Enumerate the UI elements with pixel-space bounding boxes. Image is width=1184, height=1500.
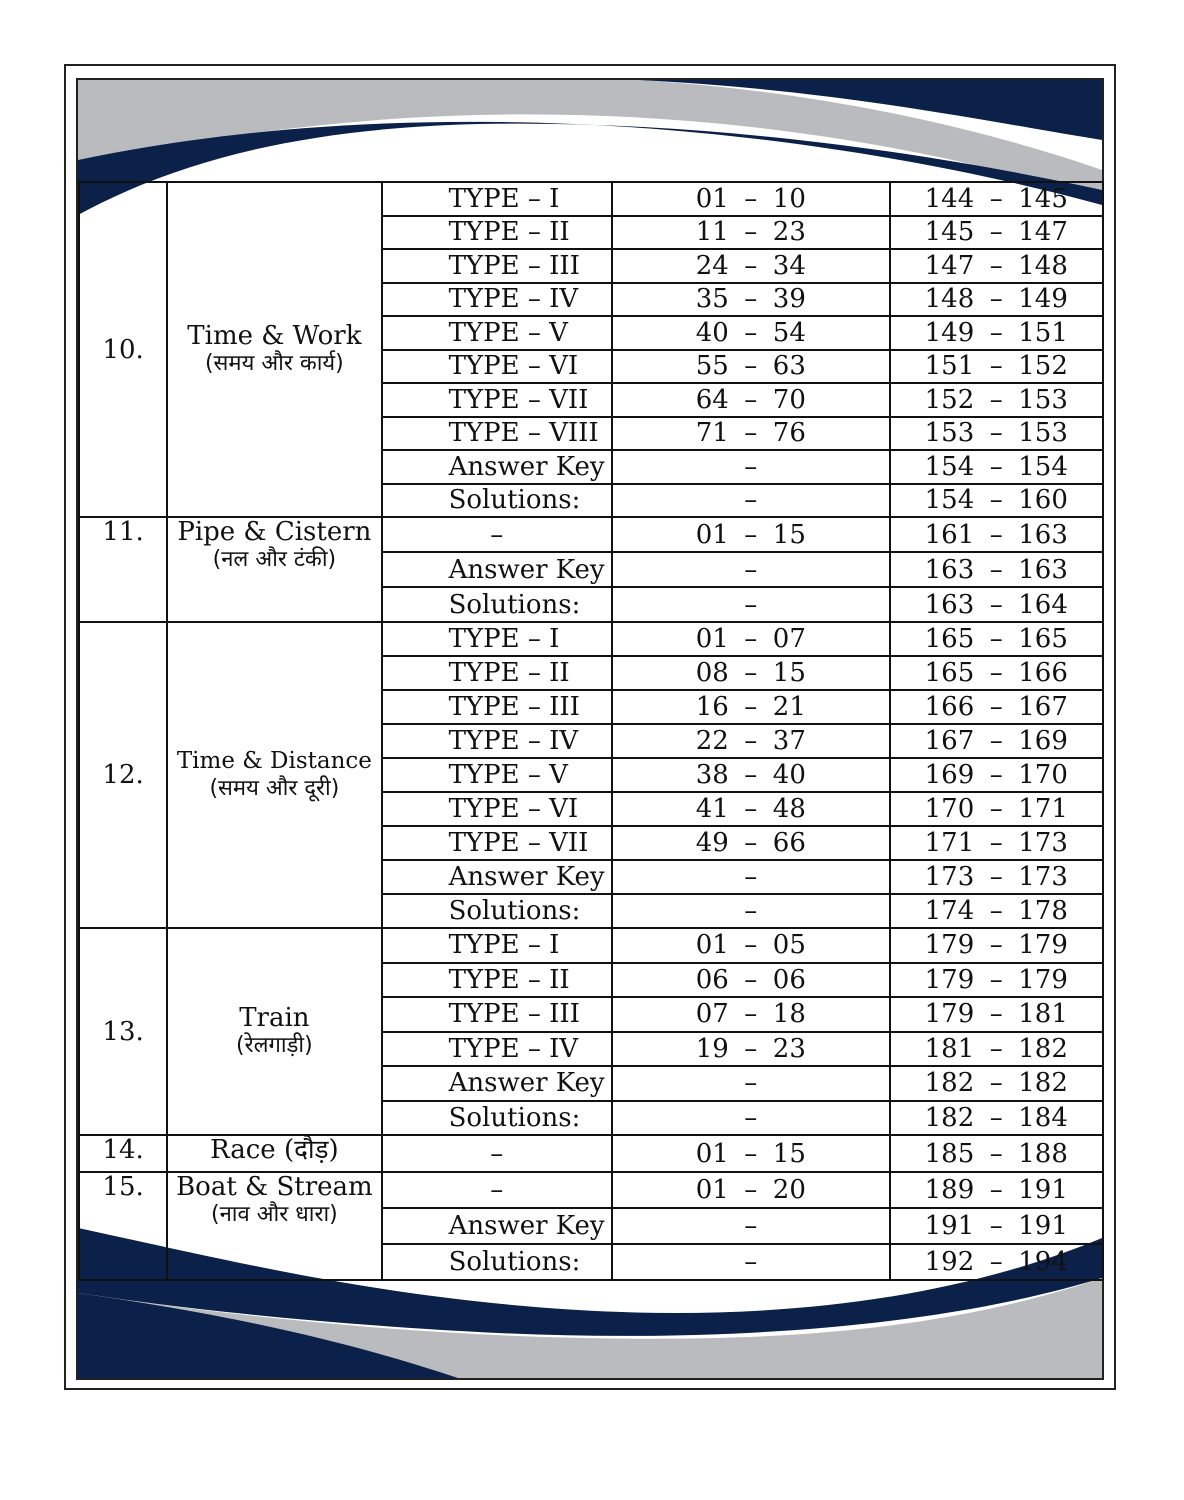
- page-end: 149: [1018, 284, 1068, 315]
- question-end: 54: [772, 317, 806, 348]
- question-end: 76: [772, 418, 806, 449]
- page-start: 170: [924, 794, 975, 824]
- page-end: 145: [1018, 183, 1068, 214]
- question-range-cell: [612, 283, 890, 317]
- page-start: 153: [924, 418, 975, 449]
- range-separator: –: [744, 999, 758, 1030]
- page-end: 182: [1018, 1068, 1068, 1099]
- page-end: 173: [1018, 828, 1068, 858]
- chapter-title-hindi: (समय और दूरी): [209, 776, 340, 801]
- page-end: 188: [1018, 1138, 1068, 1169]
- page-start: 174: [924, 896, 975, 926]
- type-cell: TYPE – VI: [382, 792, 612, 826]
- page-range-cell: [890, 517, 1103, 552]
- page-start: 148: [924, 284, 975, 315]
- page-start: 163: [924, 589, 975, 620]
- range-separator: –: [744, 317, 758, 348]
- type-cell: TYPE – II: [382, 963, 612, 998]
- type-cell: –: [382, 517, 612, 552]
- question-range-cell: [612, 826, 890, 860]
- page-end: 151: [1018, 317, 1068, 348]
- range-separator: –: [989, 726, 1003, 756]
- range-separator: –: [989, 351, 1003, 382]
- chapter-title: [167, 182, 381, 517]
- range-separator: –: [989, 1068, 1003, 1099]
- chapter-title-english: Time & Work: [187, 320, 362, 351]
- type-cell: –: [382, 1172, 612, 1208]
- table-row: [79, 182, 1103, 216]
- range-separator: –: [989, 828, 1003, 858]
- chapter-title-english: Train: [239, 1002, 310, 1033]
- range-separator: –: [744, 964, 758, 995]
- type-cell: TYPE – II: [382, 656, 612, 690]
- chapter-number: 13.: [79, 928, 167, 1135]
- chapter-title: [167, 622, 381, 928]
- type-cell: TYPE – VII: [382, 383, 612, 417]
- chapter-title-english: Race (दौड़): [210, 1135, 339, 1165]
- page-range-cell: [890, 587, 1103, 622]
- question-start: 01: [695, 1175, 729, 1205]
- question-range-cell: [612, 216, 890, 250]
- page-end: 171: [1018, 794, 1068, 824]
- question-start: 06: [695, 964, 729, 995]
- question-end: 21: [772, 692, 806, 722]
- page-start: 149: [924, 317, 975, 348]
- question-start: 01: [695, 624, 729, 654]
- page-end: 153: [1018, 384, 1068, 415]
- page-start: 163: [924, 554, 975, 585]
- page-start: 145: [924, 217, 975, 248]
- page-end: 148: [1018, 250, 1068, 281]
- page-range-cell: [890, 1032, 1103, 1067]
- page-start: 191: [924, 1211, 975, 1241]
- question-range-cell: [612, 417, 890, 451]
- page-range-cell: [890, 758, 1103, 792]
- question-start: 49: [695, 828, 729, 858]
- chapter-number: 15.: [79, 1172, 167, 1280]
- question-start: 24: [695, 250, 729, 281]
- question-range-cell: [612, 517, 890, 552]
- range-separator: –: [989, 217, 1003, 248]
- table-row: [79, 1172, 1103, 1208]
- range-separator: –: [989, 1102, 1003, 1133]
- range-separator: –: [744, 384, 758, 415]
- type-cell: TYPE – I: [382, 622, 612, 656]
- range-separator: –: [744, 828, 758, 858]
- page-end: 166: [1018, 658, 1068, 688]
- range-separator: –: [744, 284, 758, 315]
- page-start: 154: [924, 485, 975, 516]
- range-separator: –: [989, 284, 1003, 315]
- range-separator: –: [744, 519, 758, 550]
- contents-table: [78, 181, 1104, 1281]
- question-end: 40: [772, 760, 806, 790]
- range-separator: –: [744, 692, 758, 722]
- type-cell: TYPE – IV: [382, 283, 612, 317]
- question-end: 15: [772, 658, 806, 688]
- range-separator: –: [989, 451, 1003, 482]
- question-start: 08: [695, 658, 729, 688]
- range-separator: –: [744, 351, 758, 382]
- question-start: 01: [695, 183, 729, 214]
- question-end: 39: [772, 284, 806, 315]
- question-range-cell: [612, 383, 890, 417]
- range-separator: –: [744, 726, 758, 756]
- question-range-dash: –: [744, 1068, 758, 1099]
- range-separator: –: [989, 1211, 1003, 1241]
- question-range-cell: [612, 1208, 890, 1244]
- contents-table-body: [79, 182, 1103, 1280]
- page-start: 169: [924, 760, 975, 790]
- page-range-cell: [890, 724, 1103, 758]
- page-range-cell: [890, 552, 1103, 587]
- page-end: 163: [1018, 554, 1068, 585]
- type-cell: TYPE – I: [382, 182, 612, 216]
- question-start: 19: [695, 1033, 729, 1064]
- page-end: 194: [1018, 1247, 1068, 1277]
- page-end: 181: [1018, 999, 1068, 1030]
- question-range-cell: [612, 552, 890, 587]
- page-range-cell: [890, 792, 1103, 826]
- question-end: 18: [772, 999, 806, 1030]
- type-cell: Answer Key: [382, 450, 612, 484]
- type-cell: Solutions:: [382, 1244, 612, 1280]
- page-end: 164: [1018, 589, 1068, 620]
- page-end: 152: [1018, 351, 1068, 382]
- question-range-cell: [612, 792, 890, 826]
- range-separator: –: [989, 554, 1003, 585]
- range-separator: –: [744, 217, 758, 248]
- page-range-cell: [890, 182, 1103, 216]
- question-range-cell: [612, 316, 890, 350]
- question-start: 64: [695, 384, 729, 415]
- page-range-cell: [890, 894, 1103, 928]
- page-range-cell: [890, 249, 1103, 283]
- question-range-cell: [612, 656, 890, 690]
- chapter-title-hindi: (समय और कार्य): [204, 350, 344, 376]
- question-end: 48: [772, 794, 806, 824]
- page-end: 178: [1018, 896, 1068, 926]
- page-start: 171: [924, 828, 975, 858]
- page-end: 191: [1018, 1175, 1068, 1205]
- page-end: 160: [1018, 485, 1068, 516]
- question-start: 71: [695, 418, 729, 449]
- question-range-cell: [612, 963, 890, 998]
- question-range-cell: [612, 860, 890, 894]
- page-range-cell: [890, 1172, 1103, 1208]
- question-end: 06: [772, 964, 806, 995]
- page-start: 179: [924, 930, 975, 961]
- range-separator: –: [989, 999, 1003, 1030]
- page-start: 173: [924, 862, 975, 892]
- type-cell: TYPE – II: [382, 216, 612, 250]
- page-range-cell: [890, 1101, 1103, 1136]
- range-separator: –: [744, 658, 758, 688]
- question-range-cell: [612, 1101, 890, 1136]
- page-start: 165: [924, 658, 975, 688]
- question-end: 20: [772, 1175, 806, 1205]
- type-cell: Answer Key: [382, 552, 612, 587]
- range-separator: –: [744, 930, 758, 961]
- page-start: 166: [924, 692, 975, 722]
- question-range-dash: –: [744, 1102, 758, 1133]
- page-range-cell: [890, 690, 1103, 724]
- chapter-title-hindi: (नल और टंकी): [212, 547, 337, 572]
- chapter-title-english: Time & Distance: [176, 748, 372, 774]
- page-end: 163: [1018, 519, 1068, 550]
- range-separator: –: [989, 930, 1003, 961]
- question-end: 34: [772, 250, 806, 281]
- question-end: 05: [772, 930, 806, 961]
- range-separator: –: [989, 384, 1003, 415]
- page-start: 185: [924, 1138, 975, 1169]
- range-separator: –: [989, 250, 1003, 281]
- page-end: 179: [1018, 930, 1068, 961]
- page-end: 173: [1018, 862, 1068, 892]
- question-range-cell: [612, 182, 890, 216]
- question-range-dash: –: [744, 896, 758, 926]
- page-start: 181: [924, 1033, 975, 1064]
- question-end: 07: [772, 624, 806, 654]
- question-range-cell: [612, 724, 890, 758]
- type-cell: TYPE – I: [382, 928, 612, 963]
- page-end: 182: [1018, 1033, 1068, 1064]
- question-end: 23: [772, 1033, 806, 1064]
- chapter-number: 11.: [79, 517, 167, 622]
- question-start: 40: [695, 317, 729, 348]
- question-range-cell: [612, 484, 890, 518]
- question-range-dash: –: [744, 1211, 758, 1241]
- type-cell: TYPE – III: [382, 249, 612, 283]
- page-range-cell: [890, 963, 1103, 998]
- type-cell: TYPE – IV: [382, 1032, 612, 1067]
- question-start: 01: [695, 930, 729, 961]
- question-range-cell: [612, 1032, 890, 1067]
- page-range-cell: [890, 860, 1103, 894]
- range-separator: –: [989, 1033, 1003, 1064]
- page-end: 170: [1018, 760, 1068, 790]
- range-separator: –: [744, 760, 758, 790]
- type-cell: TYPE – IV: [382, 724, 612, 758]
- question-end: 66: [772, 828, 806, 858]
- page-range-cell: [890, 316, 1103, 350]
- chapter-title-english: Pipe & Cistern: [177, 517, 372, 547]
- type-cell: –: [382, 1135, 612, 1172]
- range-separator: –: [744, 183, 758, 214]
- range-separator: –: [989, 183, 1003, 214]
- page-end: 169: [1018, 726, 1068, 756]
- range-separator: –: [989, 589, 1003, 620]
- type-cell: Answer Key: [382, 1066, 612, 1101]
- page-range-cell: [890, 283, 1103, 317]
- type-cell: TYPE – VII: [382, 826, 612, 860]
- page-end: 167: [1018, 692, 1068, 722]
- chapter-title: [167, 1135, 381, 1172]
- question-start: 01: [695, 1138, 729, 1169]
- type-cell: TYPE – VIII: [382, 417, 612, 451]
- page-start: 167: [924, 726, 975, 756]
- chapter-number: 14.: [79, 1135, 167, 1172]
- question-end: 15: [772, 1138, 806, 1169]
- range-separator: –: [989, 964, 1003, 995]
- question-range-cell: [612, 1066, 890, 1101]
- page-end: 179: [1018, 964, 1068, 995]
- range-separator: –: [989, 519, 1003, 550]
- question-range-cell: [612, 997, 890, 1032]
- range-separator: –: [989, 485, 1003, 516]
- page-range-cell: [890, 656, 1103, 690]
- question-start: 22: [695, 726, 729, 756]
- page-range-cell: [890, 1208, 1103, 1244]
- type-cell: TYPE – VI: [382, 350, 612, 384]
- question-range-dash: –: [744, 1247, 758, 1277]
- range-separator: –: [744, 794, 758, 824]
- range-separator: –: [989, 1247, 1003, 1277]
- question-range-cell: [612, 690, 890, 724]
- page-range-cell: [890, 826, 1103, 860]
- page-start: 182: [924, 1068, 975, 1099]
- range-separator: –: [744, 1138, 758, 1169]
- question-range-dash: –: [744, 554, 758, 585]
- page-start: 179: [924, 999, 975, 1030]
- question-range-dash: –: [744, 451, 758, 482]
- question-start: 41: [695, 794, 729, 824]
- page-start: 192: [924, 1247, 975, 1277]
- page-range-cell: [890, 350, 1103, 384]
- page-start: 151: [924, 351, 975, 382]
- type-cell: Solutions:: [382, 484, 612, 518]
- type-cell: TYPE – III: [382, 997, 612, 1032]
- question-end: 63: [772, 351, 806, 382]
- page-range-cell: [890, 1135, 1103, 1172]
- question-range-cell: [612, 587, 890, 622]
- page-start: 154: [924, 451, 975, 482]
- chapter-number: 10.: [79, 182, 167, 517]
- range-separator: –: [989, 317, 1003, 348]
- range-separator: –: [989, 896, 1003, 926]
- question-range-dash: –: [744, 589, 758, 620]
- range-separator: –: [989, 1138, 1003, 1169]
- page-end: 165: [1018, 624, 1068, 654]
- question-start: 38: [695, 760, 729, 790]
- range-separator: –: [989, 418, 1003, 449]
- range-separator: –: [989, 862, 1003, 892]
- page-start: 161: [924, 519, 975, 550]
- range-separator: –: [744, 624, 758, 654]
- range-separator: –: [744, 1033, 758, 1064]
- question-range-cell: [612, 758, 890, 792]
- range-separator: –: [989, 624, 1003, 654]
- page-start: 189: [924, 1175, 975, 1205]
- question-range-cell: [612, 894, 890, 928]
- page-range-cell: [890, 484, 1103, 518]
- question-range-cell: [612, 1172, 890, 1208]
- page-range-cell: [890, 622, 1103, 656]
- table-row: [79, 928, 1103, 963]
- question-range-cell: [612, 1135, 890, 1172]
- question-range-cell: [612, 450, 890, 484]
- table-row: [79, 1135, 1103, 1172]
- range-separator: –: [989, 692, 1003, 722]
- question-start: 55: [695, 351, 729, 382]
- chapter-title: [167, 517, 381, 622]
- type-cell: Answer Key: [382, 1208, 612, 1244]
- type-cell: Answer Key: [382, 860, 612, 894]
- type-cell: Solutions:: [382, 894, 612, 928]
- range-separator: –: [989, 658, 1003, 688]
- range-separator: –: [744, 418, 758, 449]
- question-start: 16: [695, 692, 729, 722]
- question-range-dash: –: [744, 485, 758, 516]
- chapter-title-hindi: (नाव और धारा): [211, 1202, 338, 1227]
- type-cell: TYPE – III: [382, 690, 612, 724]
- question-range-cell: [612, 1244, 890, 1280]
- chapter-title-english: Boat & Stream: [176, 1172, 373, 1202]
- type-cell: Solutions:: [382, 1101, 612, 1136]
- page-end: 191: [1018, 1211, 1068, 1241]
- page-range-cell: [890, 928, 1103, 963]
- page-end: 147: [1018, 217, 1068, 248]
- type-cell: TYPE – V: [382, 316, 612, 350]
- question-range-cell: [612, 622, 890, 656]
- question-start: 11: [695, 217, 729, 248]
- question-start: 35: [695, 284, 729, 315]
- page-range-cell: [890, 450, 1103, 484]
- page-range-cell: [890, 383, 1103, 417]
- page-range-cell: [890, 1066, 1103, 1101]
- page-range-cell: [890, 1244, 1103, 1280]
- question-range-cell: [612, 350, 890, 384]
- question-range-dash: –: [744, 862, 758, 892]
- page-start: 179: [924, 964, 975, 995]
- table-row: [79, 622, 1103, 656]
- chapter-title: [167, 928, 381, 1135]
- chapter-title: [167, 1172, 381, 1280]
- type-cell: Solutions:: [382, 587, 612, 622]
- page-start: 147: [924, 250, 975, 281]
- question-range-cell: [612, 928, 890, 963]
- chapter-title-hindi: (रेलगाड़ी): [236, 1032, 313, 1058]
- question-range-cell: [612, 249, 890, 283]
- table-row: [79, 517, 1103, 552]
- page-start: 152: [924, 384, 975, 415]
- page-range-cell: [890, 417, 1103, 451]
- type-cell: TYPE – V: [382, 758, 612, 792]
- page-start: 182: [924, 1102, 975, 1133]
- question-end: 15: [772, 519, 806, 550]
- page-start: 165: [924, 624, 975, 654]
- page-start: 144: [924, 183, 975, 214]
- range-separator: –: [989, 794, 1003, 824]
- question-start: 01: [695, 519, 729, 550]
- question-end: 70: [772, 384, 806, 415]
- page-end: 153: [1018, 418, 1068, 449]
- range-separator: –: [744, 250, 758, 281]
- question-end: 10: [772, 183, 806, 214]
- chapter-number: 12.: [79, 622, 167, 928]
- question-end: 37: [772, 726, 806, 756]
- range-separator: –: [989, 760, 1003, 790]
- page-range-cell: [890, 997, 1103, 1032]
- question-end: 23: [772, 217, 806, 248]
- page-end: 184: [1018, 1102, 1068, 1133]
- range-separator: –: [744, 1175, 758, 1205]
- page-end: 154: [1018, 451, 1068, 482]
- range-separator: –: [989, 1175, 1003, 1205]
- question-start: 07: [695, 999, 729, 1030]
- page-range-cell: [890, 216, 1103, 250]
